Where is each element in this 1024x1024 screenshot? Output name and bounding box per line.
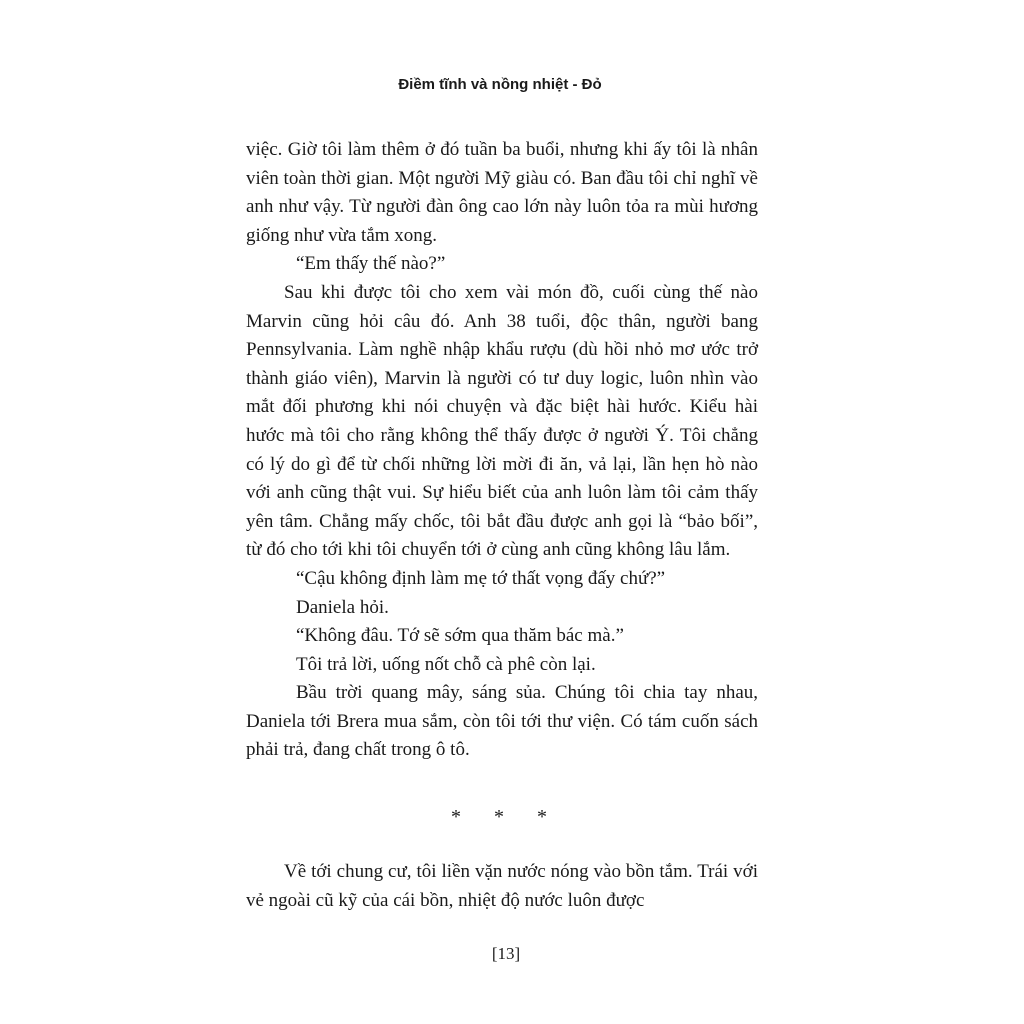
paragraph-library: Bầu trời quang mây, sáng sủa. Chúng tôi chia tay nhau, Daniela tới Brera mua sắm, còn tôi tới thư viện. Có tám cuốn sách phải trả, đang chất trong ô tô.	[246, 682, 758, 761]
section-text	[246, 858, 758, 915]
paragraph-dialogue: “Không đâu. Tớ sẽ sớm qua thăm bác mà.”	[296, 625, 624, 647]
running-header: Điềm tĩnh và nồng nhiệt - Đỏ	[398, 76, 602, 93]
section-separator: * * *	[451, 806, 561, 828]
paragraph-apartment: Về tới chung cư, tôi liền vặn nước nóng vào bồn tắm. Trái với vẻ ngoài cũ kỹ của cái bồn, nhiệt độ nước luôn được	[246, 861, 758, 911]
paragraph-dialogue: Tôi trả lời, uống nốt chỗ cà phê còn lại.	[296, 653, 596, 675]
paragraph-dialogue: “Cậu không định làm mẹ tớ thất vọng đấy chứ?”	[296, 567, 666, 589]
page-number: [13]	[491, 944, 521, 963]
paragraph-dialogue: Daniela hỏi.	[296, 596, 389, 618]
paragraph-dialogue: “Em thấy thế nào?”	[296, 253, 446, 275]
main-text	[246, 136, 758, 765]
paragraph-marvin: Sau khi được tôi cho xem vài món đồ, cuối cùng thế nào Marvin cũng hỏi câu đó. Anh 38 tuổi, độc thân, người bang Pennsylvania. Làm nghề nhập khẩu rượu (dù hồi nhỏ mơ ước trở thành giáo viên), Marvin là người có tư duy logic, luôn nhìn vào mắt đối phương khi nói chuyện và đặc biệt hài hước. Kiểu hài hước mà tôi cho rằng không thể thấy được ở người Ý. Tôi chẳng có lý do gì để từ chối những lời mời đi ăn, vả lại, lần hẹn hò nào với anh cũng thật vui. Sự hiểu biết của anh luôn làm tôi cảm thấy yên tâm. Chẳng mấy chốc, tôi bắt đầu được anh gọi là “bảo bối”, từ đó cho tới khi tôi chuyển tới ở cùng anh cũng không lâu lắm.	[246, 281, 758, 561]
paragraph-continuation: việc. Giờ tôi làm thêm ở đó tuần ba buổi, nhưng khi ấy tôi là nhân viên toàn thời gian. Một người Mỹ giàu có. Ban đầu tôi chỉ nghĩ về anh như vậy. Từ người đàn ông cao lớn này luôn tỏa ra mùi hương giống như vừa tắm xong.	[246, 139, 758, 246]
